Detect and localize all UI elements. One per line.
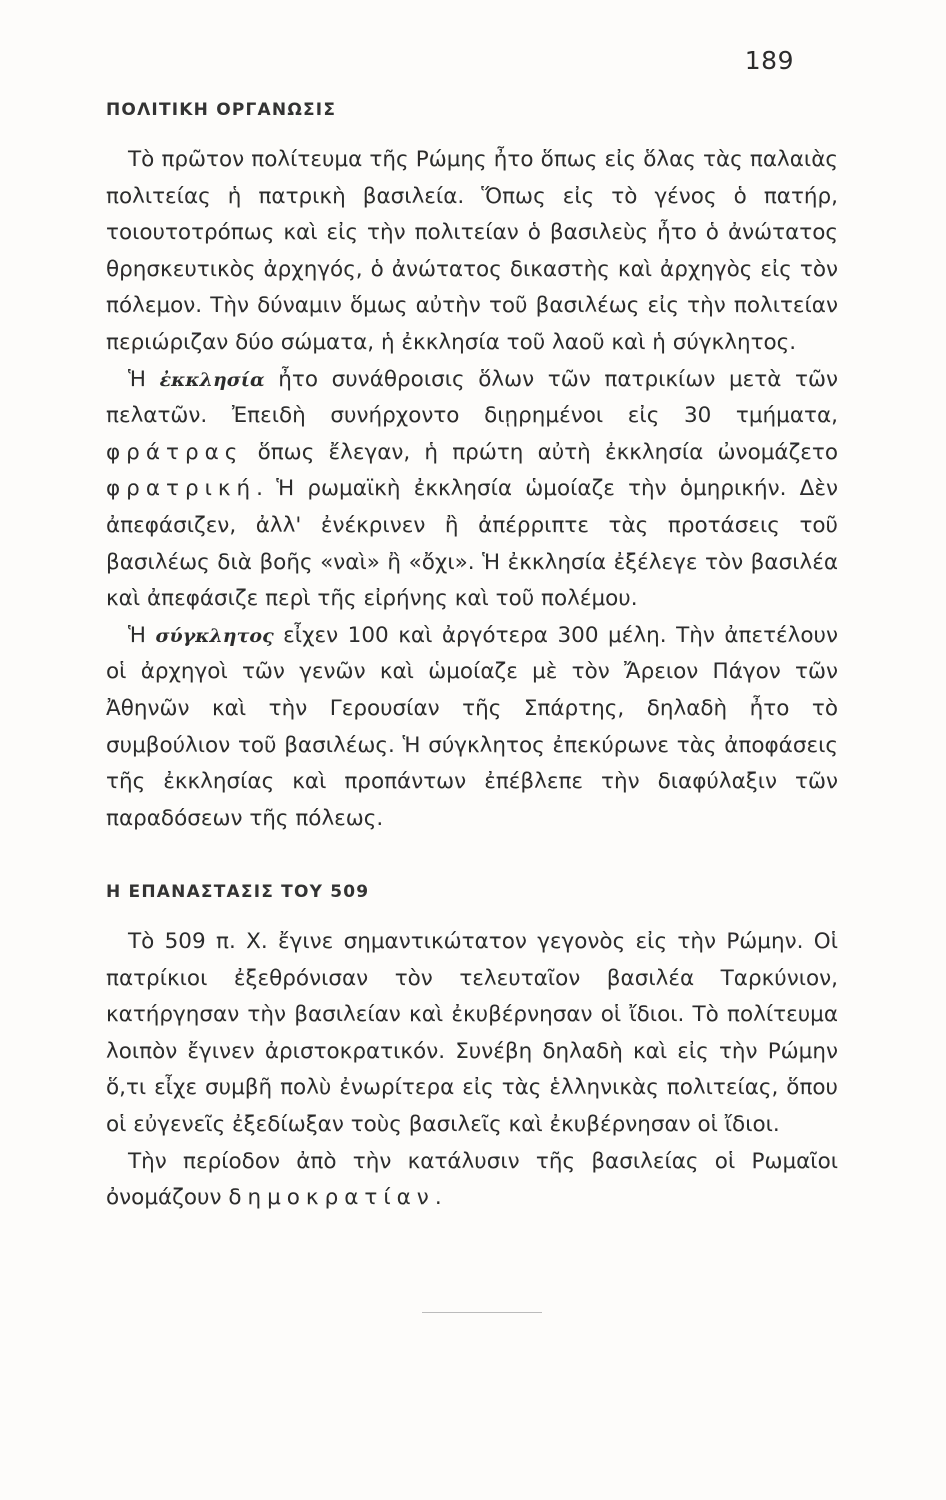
text-run: Ἡ [128, 366, 160, 392]
section-political-organization [106, 100, 838, 837]
text-run: ὅπως ἔλεγαν, ἡ πρώτη αὐτὴ ἐκκλησία ὠνομάζετο [243, 439, 838, 465]
spaced-term-phratras: φράτρας [106, 439, 244, 465]
paragraph: Τὸ πρῶτον πολίτευμα τῆς Ρώμης ἦτο ὅπως εἰς ὅλας τὰς παλαιὰς πολιτείας ἡ πατρικὴ βασιλεία. Ὅπως εἰς τὸ γένος ὁ πατήρ, τοιουτοτρόπως καὶ εἰς τὴν πολιτείαν ὁ βασιλεὺς ἦτο ὁ ἀνώτατος θρησκευτικὸς ἀρχηγός, ὁ ἀνώτατος δικαστὴς καὶ ἀρχηγὸς εἰς τὸν πόλεμον. Τὴν δύναμιν ὅμως αὐτὴν τοῦ βασιλέως εἰς τὴν πολιτείαν περιώριζαν δύο σώματα, ἡ ἐκκλησία τοῦ λαοῦ καὶ ἡ σύγκλητος. [106, 147, 838, 355]
section-heading: Η ΕΠΑΝΑΣΤΑΣΙΣ ΤΟΥ 509 [106, 882, 370, 902]
text-run: εἶχεν 100 καὶ ἀργότερα 300 μέλη. Τὴν ἀπετέλουν οἱ ἀρχηγοὶ τῶν γενῶν καὶ ὡμοίαζε μὲ τὸν Ἄρειον Πάγον τῶν Ἀθηνῶν καὶ τὴν Γερουσίαν τῆς Σπάρτης, δηλαδὴ ἦτο τὸ συμβούλιον τοῦ βασιλέως. Ἡ σύγκλητος ἐπεκύρωνε τὰς ἀποφάσεις τῆς ἐκκλησίας καὶ προπάντων ἐπέβλεπε τὴν διαφύλαξιν τῶν παραδόσεων τῆς πόλεως. [106, 622, 839, 831]
paragraph-republic [106, 1144, 838, 1217]
end-rule-divider [422, 1312, 542, 1313]
section-revolution-509 [106, 882, 838, 1217]
spaced-term-demokratian: δημοκρατίαν [228, 1185, 435, 1211]
text-run: . Ἡ ρωμαϊκὴ ἐκκλησία ὡμοίαζε τὴν ὁμηρικήν. Δὲν ἀπεφάσιζεν, ἀλλ' ἐνέκρινεν ἢ ἀπέρριπτε τὰς προτάσεις τοῦ βασιλέως διὰ βοῆς «ναὶ» ἢ «ὄχι». Ἡ ἐκκλησία ἐξέλεγε τὸν βασιλέα καὶ ἀπεφάσιζε περὶ τῆς εἰρήνης καὶ τοῦ πολέμου. [106, 476, 838, 612]
section-heading: ΠΟΛΙΤΙΚΗ ΟΡΓΑΝΩΣΙΣ [106, 100, 337, 120]
paragraph-senate [106, 618, 838, 838]
paragraph-ekklesia [106, 362, 838, 618]
keyword-ekklesia: ἐκκλησία [159, 368, 265, 391]
page-number: 189 [744, 46, 794, 75]
text-run: Ἡ [128, 622, 156, 648]
spaced-term-phratrike: φρατρική [106, 476, 257, 502]
text-run: Τὴν περίοδον ἀπὸ τὴν κατάλυσιν τῆς βασιλείας οἱ Ρωμαῖοι ὀνομάζουν [106, 1148, 838, 1211]
text-run: . [434, 1185, 442, 1211]
text-run: ἦτο συνάθροισις ὅλων τῶν πατρικίων μετὰ τῶν πελατῶν. Ἐπειδὴ συνήρχοντο διῃρημένοι εἰς 30 τμήματα, [106, 366, 839, 429]
paragraph: Τὸ 509 π. Χ. ἔγινε σημαντικώτατον γεγονὸς εἰς τὴν Ρώμην. Οἱ πατρίκιοι ἐξεθρόνισαν τὸν τελευταῖον βασιλέα Ταρκύνιον, κατήργησαν τὴν βασιλείαν καὶ ἐκυβέρνησαν οἱ ἴδιοι. Τὸ πολίτευμα λοιπὸν ἔγινεν ἀριστοκρατικόν. Συνέβη δηλαδὴ καὶ εἰς τὴν Ρώμην ὅ,τι εἶχε συμβῆ πολὺ ἐνωρίτερα εἰς τὰς ἑλληνικὰς πολιτείας, ὅπου οἱ εὐγενεῖς ἐξεδίωξαν τοὺς βασιλεῖς καὶ ἐκυβέρνησαν οἱ ἴδιοι. [106, 929, 838, 1137]
keyword-synkletos: σύγκλητος [155, 624, 274, 647]
